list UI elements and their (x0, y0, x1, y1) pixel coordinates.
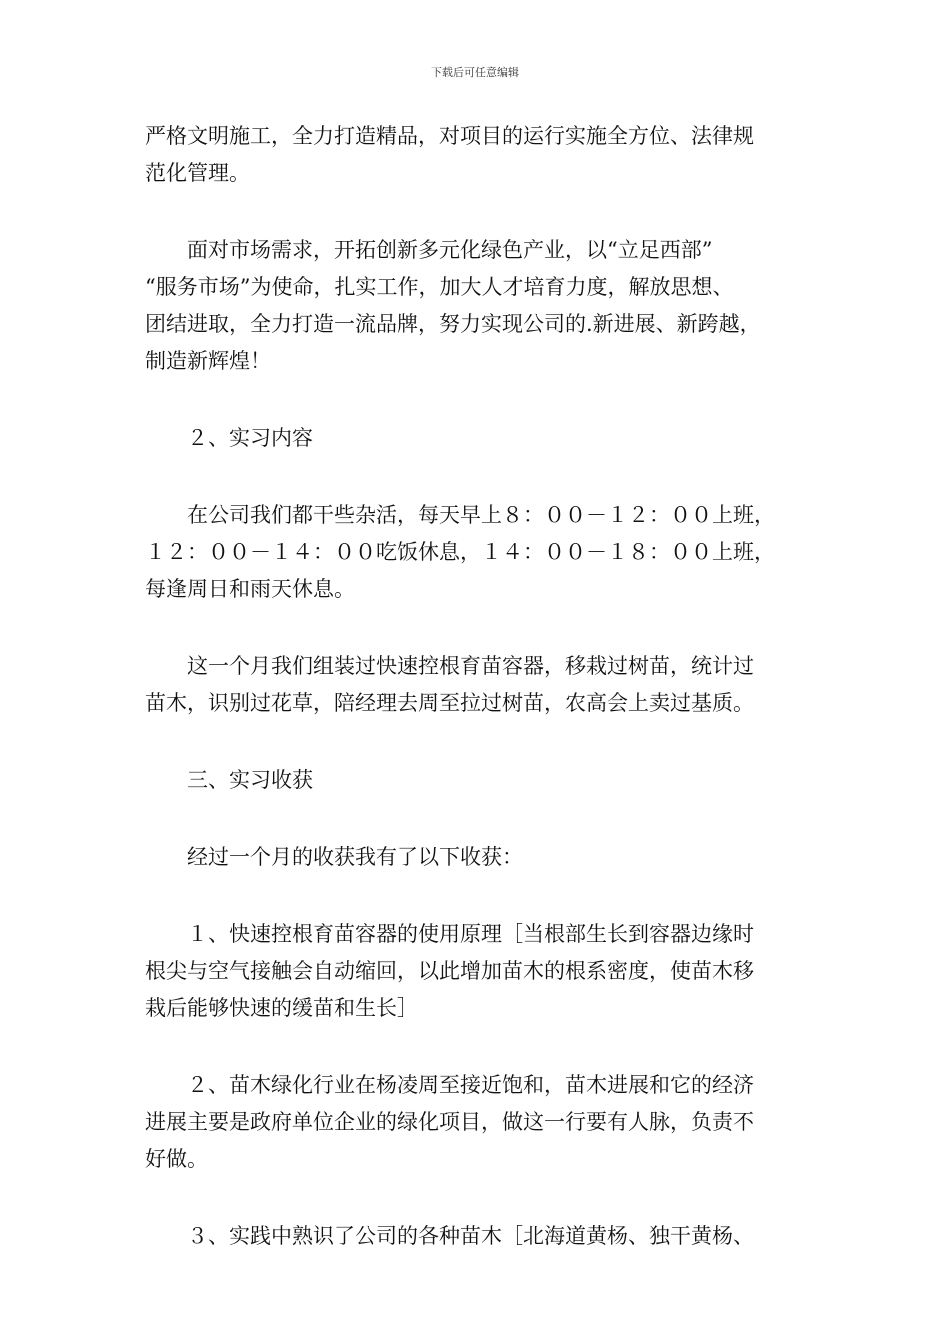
text-line: 制造新辉煌！ (145, 349, 271, 373)
paragraph (145, 118, 810, 192)
text-line: 根尖与空气接触会自动缩回，以此增加苗木的根系密度，使苗木移 (145, 959, 754, 983)
document-body (145, 118, 810, 1255)
text-line: ２、实习内容 (145, 426, 313, 450)
paragraph (145, 232, 810, 380)
text-line: 范化管理。 (145, 161, 250, 185)
paragraph (145, 648, 810, 722)
text-line: “服务市场”为使命，扎实工作，加大人才培育力度，解放思想、 (145, 275, 734, 299)
text-line: 每逢周日和雨天休息。 (145, 577, 355, 601)
text-line: 面对市场需求，开拓创新多元化绿色产业，以“立足西部” (145, 238, 713, 262)
text-line: 严格文明施工，全力打造精品，对项目的运行实施全方位、法律规 (145, 124, 754, 148)
list-item (145, 1218, 810, 1255)
text-line: 经过一个月的收获我有了以下收获： (145, 845, 523, 869)
text-line: 好做。 (145, 1147, 208, 1171)
section-heading (145, 420, 810, 457)
list-item (145, 916, 810, 1027)
list-item (145, 1067, 810, 1178)
text-line: １２：００－１４：００吃饭休息，１４：００－１８：００上班， (145, 540, 775, 564)
text-line: 团结进取，全力打造一流品牌，努力实现公司的.新进展、新跨越， (145, 312, 761, 336)
text-line: ２、苗木绿化行业在杨凌周至接近饱和，苗木进展和它的经济 (145, 1073, 754, 1097)
text-line: 苗木，识别过花草，陪经理去周至拉过树苗，农高会上卖过基质。 (145, 691, 754, 715)
text-line: 这一个月我们组装过快速控根育苗容器，移栽过树苗，统计过 (145, 654, 754, 678)
text-line: 栽后能够快速的缓苗和生长］ (145, 996, 418, 1020)
text-line: 进展主要是政府单位企业的绿化项目，做这一行要有人脉，负责不 (145, 1110, 754, 1134)
paragraph (145, 839, 810, 876)
text-line: 三、实习收获 (145, 768, 313, 792)
section-heading (145, 762, 810, 799)
page-header: 下载后可任意编辑 (431, 66, 519, 79)
paragraph (145, 497, 810, 608)
text-line: １、快速控根育苗容器的使用原理［当根部生长到容器边缘时 (145, 922, 754, 946)
text-line: ３、实践中熟识了公司的各种苗木［北海道黄杨、独干黄杨、 (145, 1224, 754, 1248)
text-line: 在公司我们都干些杂活，每天早上８：００－１２：００上班， (145, 503, 775, 527)
